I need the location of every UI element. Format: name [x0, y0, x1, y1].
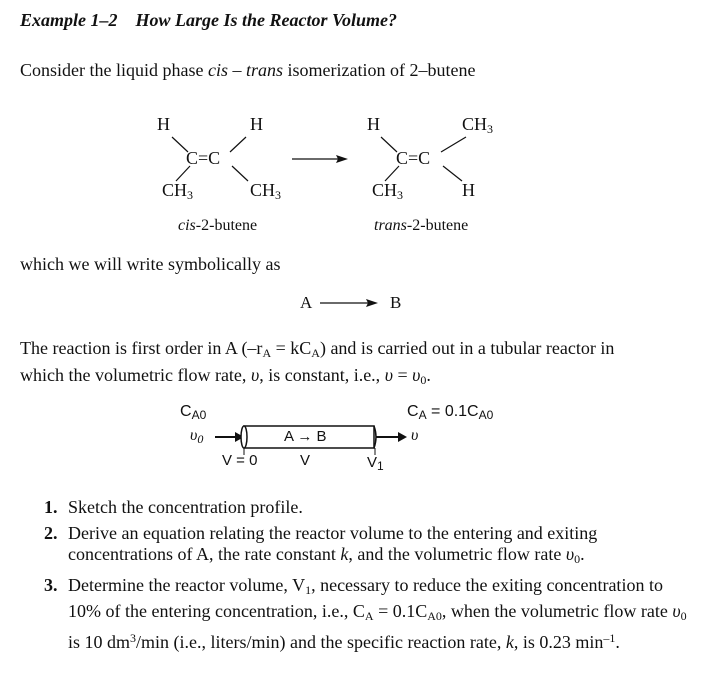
symbolic-reactant: A: [300, 293, 313, 312]
trans-bottom-left-group: $CH_3$: [372, 180, 404, 202]
reaction-line-1: The reaction is first order in A $(-r_A = kC_A)$ and is carried out in a tubular reactor in: [20, 338, 615, 360]
example-label: Example 1–2: [20, 10, 118, 30]
butene-structures-diagram: [0, 0, 725, 240]
cis-name: cis-2-butene: [178, 217, 258, 234]
cis-bottom-right-group: $CH_3$: [250, 180, 282, 202]
reactor-inlet-end: [241, 426, 247, 448]
cis-bond-top-right: [230, 137, 246, 152]
trans-top-right-group: $CH_3$: [462, 114, 494, 136]
task-item-1: 1. Sketch the concentration profile.: [44, 497, 303, 517]
tubular-reactor-diagram: [0, 395, 725, 485]
trans-bottom-right-atom: H: [462, 180, 475, 200]
cis-bond-bottom-right: [232, 166, 248, 181]
trans-bond-top-right: [441, 137, 466, 152]
cis-double-bond: C=C: [186, 148, 221, 168]
volume-end-label: $V_1$: [367, 454, 384, 473]
task-list: [44, 497, 694, 657]
reaction-description: [20, 337, 710, 391]
cis-top-right-atom: H: [250, 114, 263, 134]
trans-bond-top-left: [381, 137, 397, 152]
outlet-flow-rate: υ: [411, 427, 419, 444]
outlet-arrowhead: [398, 432, 407, 442]
symbolic-arrow: [318, 296, 380, 310]
reaction-line-2: which the volumetric flow rate, υ, is constant, i.e., $\upsilon = \upsilon_0$.: [20, 365, 431, 387]
volume-start-label: V = 0: [222, 452, 258, 469]
inlet-concentration: $C_{A0}$: [180, 403, 207, 422]
trans-bond-bottom-right: [443, 166, 462, 181]
task-item-3: 3. Determine the reactor volume, $V_1$, necessary to reduce the exiting concentration to 10% of the entering concentration, i.e., $C_A = 0.1C_{A0}$, when the volumetric flow rate $\upsilon_0$ is 10 $dm^3/\min$ (i.e., liters/min) and the specific reaction rate, k, is 0.23 $\min^{-1}$.: [44, 574, 687, 652]
trans-double-bond: C=C: [396, 148, 431, 168]
symbolic-product: B: [390, 293, 402, 312]
example-heading: How Large Is the Reactor Volume?: [135, 10, 398, 30]
task-item-2: 2. Derive an equation relating the reactor volume to the entering and exiting concentrations of A, the rate constant k, and the volumetric flow rate $\upsilon_0$.: [44, 522, 598, 566]
intro-paragraph: Consider the liquid phase cis – trans isomerization of 2–butene: [20, 60, 476, 80]
trans-name: trans-2-butene: [374, 217, 469, 234]
cis-top-left-atom: H: [157, 114, 170, 134]
trans-top-left-atom: H: [367, 114, 380, 134]
outlet-concentration: $C_A = 0.1C_{A0}$: [407, 403, 494, 422]
symbolic-intro: which we will write symbolically as: [20, 254, 281, 274]
cis-bottom-left-group: $CH_3$: [162, 180, 194, 202]
volume-mid-label: V: [300, 452, 311, 469]
inlet-flow-rate: $\upsilon_0$: [190, 427, 204, 446]
reactor-reaction-label: A → B: [284, 428, 327, 445]
